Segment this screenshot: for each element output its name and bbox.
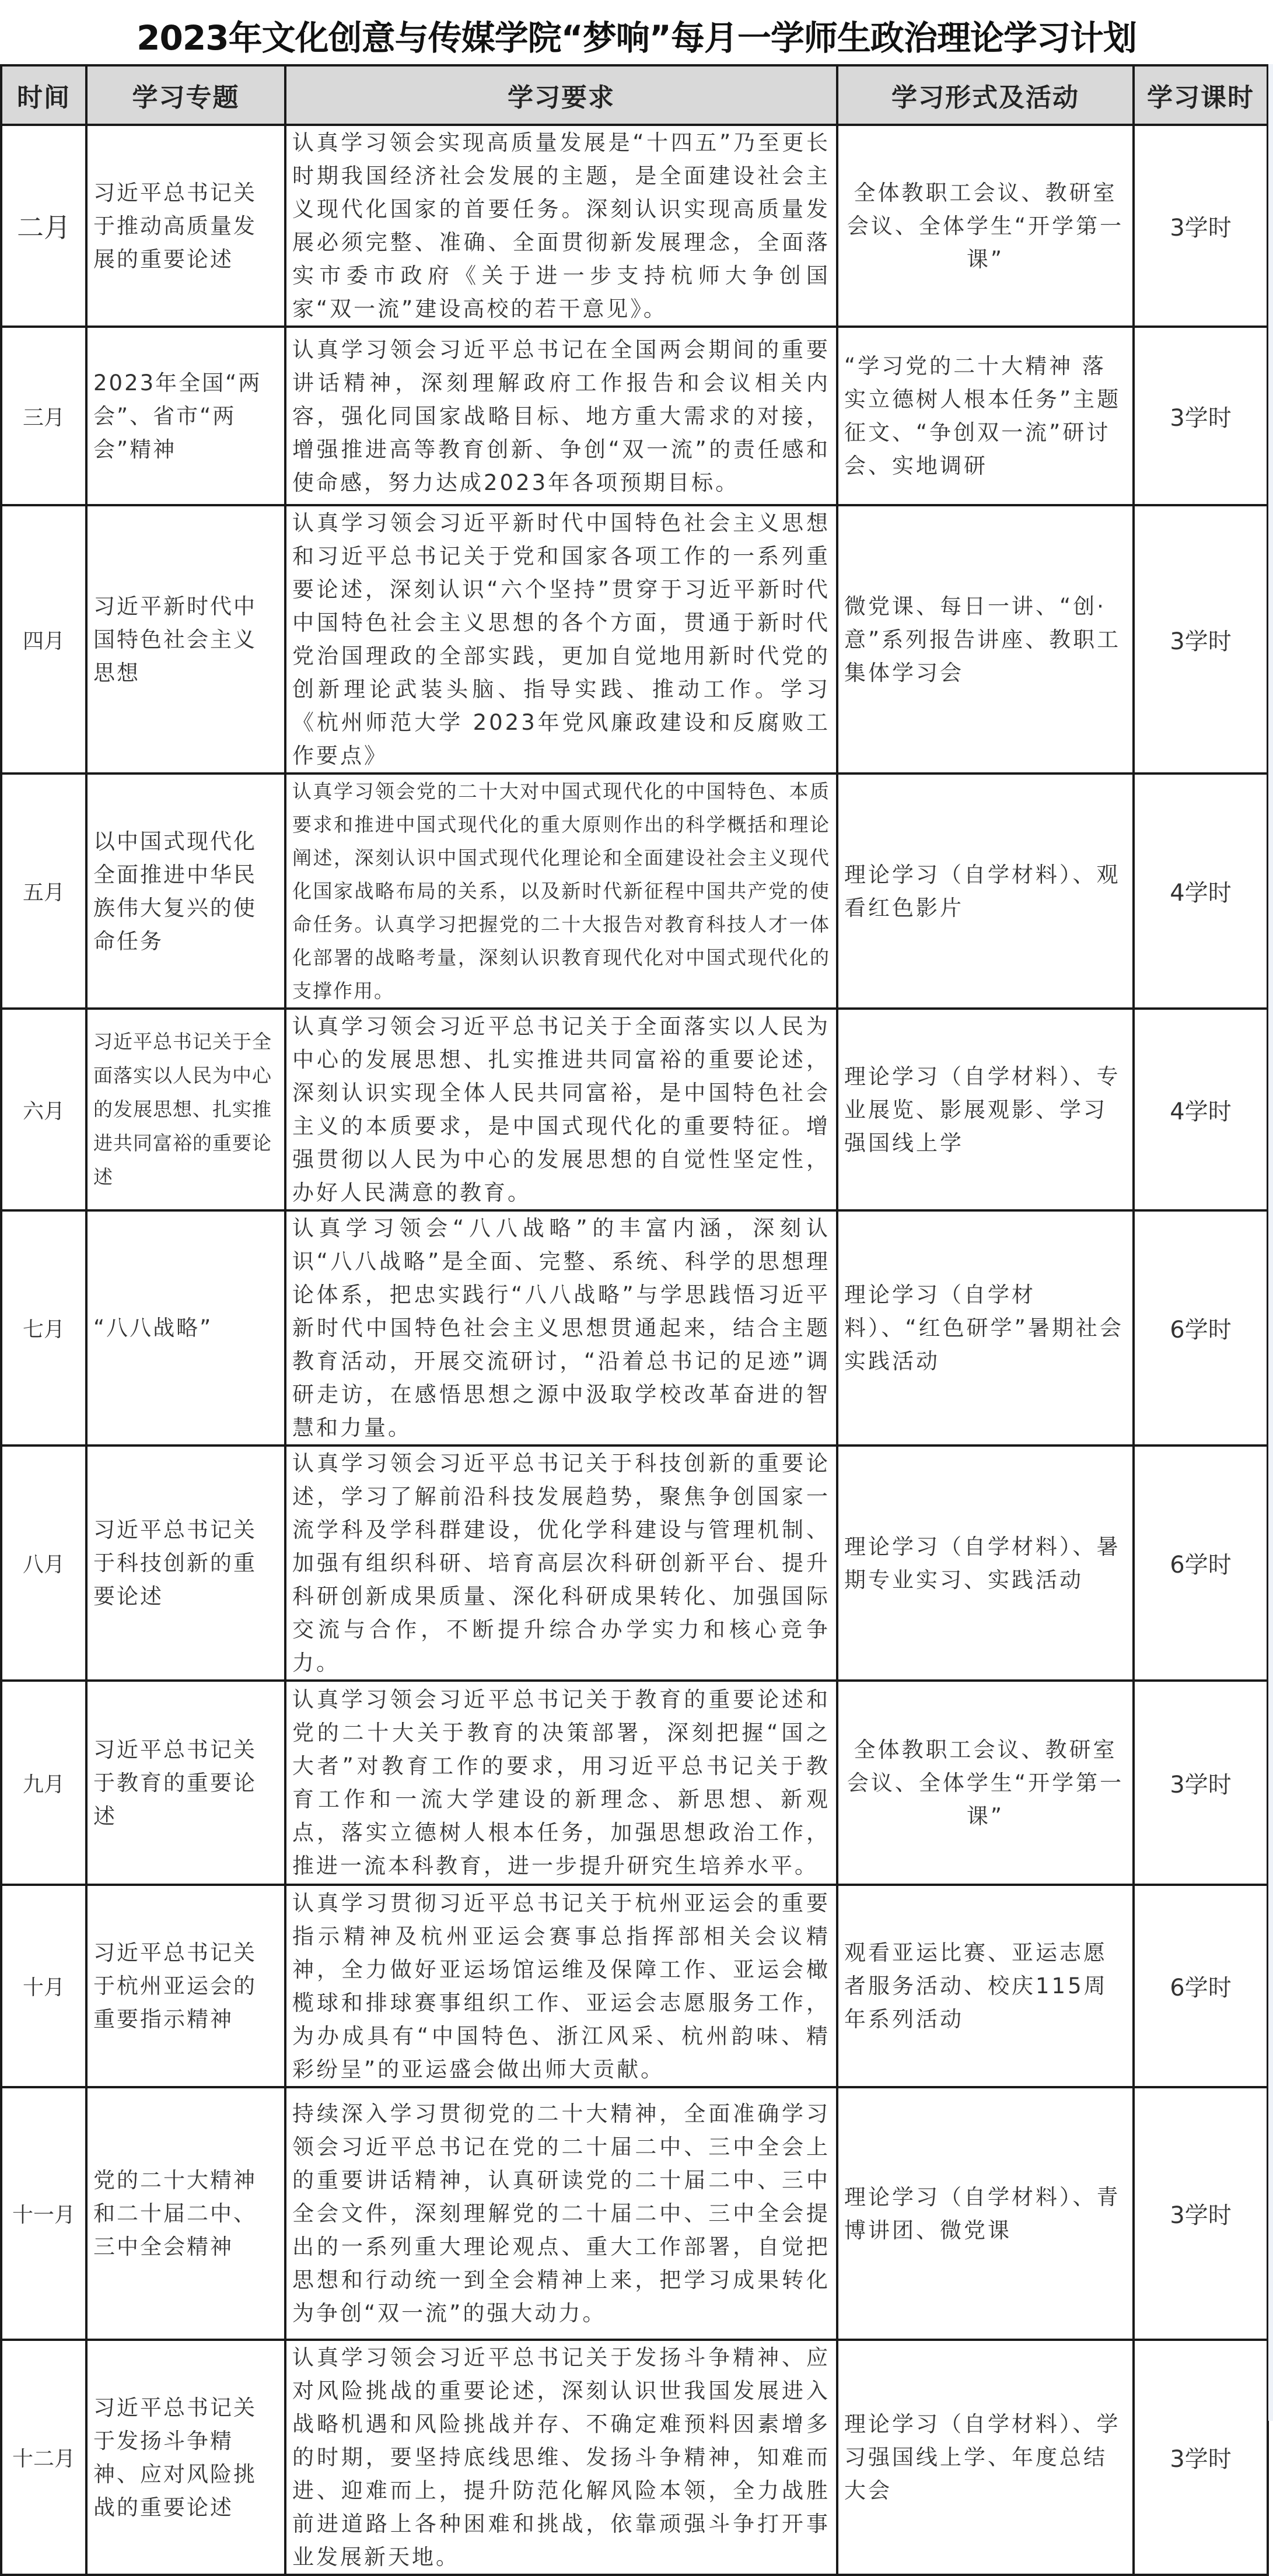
requirement-cell: 认真学习领会习近平总书记在全国两会期间的重要讲话精神，深刻理解政府工作报告和会议相关内容，强化同国家战略目标、地方重大需求的对接，增强推进高等教育创新、争创“双一流”的责任感和使命感，努力达成2023年各项预期目标。 <box>285 327 837 505</box>
hours-cell: 3学时 <box>1134 2087 1268 2340</box>
table-row <box>1 774 1268 1009</box>
month-cell: 二月 <box>1 125 86 327</box>
form-cell: 理论学习（自学材料）、专业展览、影展观影、学习强国线上学 <box>837 1009 1134 1210</box>
month-cell: 五月 <box>1 774 86 1009</box>
hours-cell: 3学时 <box>1134 1681 1268 1885</box>
table-row <box>1 2340 1268 2575</box>
requirement-cell: 认真学习领会习近平总书记关于发扬斗争精神、应对风险挑战的重要论述，深刻认识世我国发展进入战略机遇和风险挑战并存、不确定难预料因素增多的时期，要坚持底线思维、发扬斗争精神，知难而进、迎难而上，提升防范化解风险本领，全力战胜前进道路上各种困难和挑战，依靠顽强斗争打开事业发展新天地。 <box>285 2340 837 2575</box>
requirement-cell: 认真学习领会实现高质量发展是“十四五”乃至更长时期我国经济社会发展的主题，是全面建设社会主义现代化国家的首要任务。深刻认识实现高质量发展必须完整、准确、全面贯彻新发展理念，全面落实市委市政府《关于进一步支持杭师大争创国家“双一流”建设高校的若干意见》。 <box>285 125 837 327</box>
hours-cell: 4学时 <box>1134 1009 1268 1210</box>
form-cell: 观看亚运比赛、亚运志愿者服务活动、校庆115周年系列活动 <box>837 1885 1134 2087</box>
form-cell: 理论学习（自学材料）、“红色研学”暑期社会实践活动 <box>837 1210 1134 1446</box>
form-cell: 全体教职工会议、教研室会议、全体学生“开学第一课” <box>837 1681 1134 1885</box>
table-row <box>1 1681 1268 1885</box>
month-cell: 七月 <box>1 1210 86 1446</box>
table-row <box>1 2087 1268 2340</box>
form-cell: “学习党的二十大精神 落实立德树人根本任务”主题征文、“争创双一流”研讨会、实地调研 <box>837 327 1134 505</box>
form-cell: 全体教职工会议、教研室会议、全体学生“开学第一课” <box>837 125 1134 327</box>
table-row <box>1 1009 1268 1210</box>
page-edge <box>1268 64 1273 2421</box>
requirement-cell: 认真学习领会习近平新时代中国特色社会主义思想和习近平总书记关于党和国家各项工作的一系列重要论述，深刻认识“六个坚持”贯穿于习近平新时代中国特色社会主义思想的各个方面，贯通于新时代党治国理政的全部实践，更加自觉地用新时代党的创新理论武装头脑、指导实践、推动工作。学习《杭州师范大学 2023年党风廉政建设和反腐败工作要点》 <box>285 505 837 774</box>
table-row <box>1 1446 1268 1681</box>
requirement-cell: 认真学习领会党的二十大对中国式现代化的中国特色、本质要求和推进中国式现代化的重大原则作出的科学概括和理论阐述，深刻认识中国式现代化理论和全面建设社会主义现代化国家战略布局的关系，以及新时代新征程中国共产党的使命任务。认真学习把握党的二十大报告对教育科技人才一体化部署的战略考量，深刻认识教育现代化对中国式现代化的支撑作用。 <box>285 774 837 1009</box>
topic-cell: 2023年全国“两会”、省市“两会”精神 <box>86 327 285 505</box>
topic-cell: “八八战略” <box>86 1210 285 1446</box>
form-cell: 理论学习（自学材料）、观看红色影片 <box>837 774 1134 1009</box>
form-cell: 微党课、每日一讲、“创·意”系列报告讲座、教职工集体学习会 <box>837 505 1134 774</box>
month-cell: 十二月 <box>1 2340 86 2575</box>
form-cell: 理论学习（自学材料）、学习强国线上学、年度总结大会 <box>837 2340 1134 2575</box>
topic-cell: 党的二十大精神和二十届二中、三中全会精神 <box>86 2087 285 2340</box>
table-row <box>1 1885 1268 2087</box>
hours-cell: 3学时 <box>1134 505 1268 774</box>
month-cell: 九月 <box>1 1681 86 1885</box>
month-cell: 六月 <box>1 1009 86 1210</box>
month-cell: 四月 <box>1 505 86 774</box>
table-header-row <box>1 65 1268 125</box>
requirement-cell: 持续深入学习贯彻党的二十大精神，全面准确学习领会习近平总书记在党的二十届二中、三中全会上的重要讲话精神，认真研读党的二十届二中、三中全会文件，深刻理解党的二十届二中、三中全会提出的一系列重大理论观点、重大工作部署，自觉把思想和行动统一到全会精神上来，把学习成果转化为争创“双一流”的强大动力。 <box>285 2087 837 2340</box>
table-body <box>1 125 1268 2575</box>
hours-cell: 3学时 <box>1134 2340 1268 2575</box>
topic-cell: 习近平总书记关于科技创新的重要论述 <box>86 1446 285 1681</box>
page-title: 2023年文化创意与传媒学院“梦响”每月一学师生政治理论学习计划 <box>137 18 1136 58</box>
hours-cell: 3学时 <box>1134 327 1268 505</box>
topic-cell: 习近平新时代中国特色社会主义思想 <box>86 505 285 774</box>
month-cell: 三月 <box>1 327 86 505</box>
topic-cell: 习近平总书记关于全面落实以人民为中心的发展思想、扎实推进共同富裕的重要论述 <box>86 1009 285 1210</box>
form-cell: 理论学习（自学材料）、暑期专业实习、实践活动 <box>837 1446 1134 1681</box>
requirement-cell: 认真学习贯彻习近平总书记关于杭州亚运会的重要指示精神及杭州亚运会赛事总指挥部相关会议精神，全力做好亚运场馆运维及保障工作、亚运会橄榄球和排球赛事组织工作、亚运会志愿服务工作，为办成具有“中国特色、浙江风采、杭州韵味、精彩纷呈”的亚运盛会做出师大贡献。 <box>285 1885 837 2087</box>
topic-cell: 以中国式现代化全面推进中华民族伟大复兴的使命任务 <box>86 774 285 1009</box>
column-header-form: 学习形式及活动 <box>837 65 1134 125</box>
topic-cell: 习近平总书记关于杭州亚运会的重要指示精神 <box>86 1885 285 2087</box>
hours-cell: 6学时 <box>1134 1885 1268 2087</box>
hours-cell: 6学时 <box>1134 1210 1268 1446</box>
requirement-cell: 认真学习领会习近平总书记关于科技创新的重要论述，学习了解前沿科技发展趋势，聚焦争创国家一流学科及学科群建设，优化学科建设与管理机制、加强有组织科研、培育高层次科研创新平台、提升科研创新成果质量、深化科研成果转化、加强国际交流与合作，不断提升综合办学实力和核心竞争力。 <box>285 1446 837 1681</box>
table-row <box>1 327 1268 505</box>
month-cell: 十一月 <box>1 2087 86 2340</box>
column-header-topic: 学习专题 <box>86 65 285 125</box>
topic-cell: 习近平总书记关于教育的重要论述 <box>86 1681 285 1885</box>
topic-cell: 习近平总书记关于发扬斗争精神、应对风险挑战的重要论述 <box>86 2340 285 2575</box>
table-row <box>1 505 1268 774</box>
requirement-cell: 认真学习领会习近平总书记关于全面落实以人民为中心的发展思想、扎实推进共同富裕的重要论述，深刻认识实现全体人民共同富裕，是中国特色社会主义的本质要求，是中国式现代化的重要特征。增强贯彻以人民为中心的发展思想的自觉性坚定性，办好人民满意的教育。 <box>285 1009 837 1210</box>
hours-cell: 3学时 <box>1134 125 1268 327</box>
column-header-hours: 学习课时 <box>1134 65 1268 125</box>
form-cell: 理论学习（自学材料）、青博讲团、微党课 <box>837 2087 1134 2340</box>
column-header-requirement: 学习要求 <box>285 65 837 125</box>
requirement-cell: 认真学习领会习近平总书记关于教育的重要论述和党的二十大关于教育的决策部署，深刻把握“国之大者”对教育工作的要求，用习近平总书记关于教育工作和一流大学建设的新理念、新思想、新观点，落实立德树人根本任务，加强思想政治工作，推进一流本科教育，进一步提升研究生培养水平。 <box>285 1681 837 1885</box>
study-plan-table <box>0 64 1269 2576</box>
hours-cell: 6学时 <box>1134 1446 1268 1681</box>
month-cell: 十月 <box>1 1885 86 2087</box>
month-cell: 八月 <box>1 1446 86 1681</box>
hours-cell: 4学时 <box>1134 774 1268 1009</box>
topic-cell: 习近平总书记关于推动高质量发展的重要论述 <box>86 125 285 327</box>
table-row <box>1 125 1268 327</box>
column-header-time: 时间 <box>1 65 86 125</box>
table-row <box>1 1210 1268 1446</box>
requirement-cell: 认真学习领会“八八战略”的丰富内涵，深刻认识“八八战略”是全面、完整、系统、科学的思想理论体系，把忠实践行“八八战略”与学思践悟习近平新时代中国特色社会主义思想贯通起来，结合主题教育活动，开展交流研讨，“沿着总书记的足迹”调研走访，在感悟思想之源中汲取学校改革奋进的智慧和力量。 <box>285 1210 837 1446</box>
